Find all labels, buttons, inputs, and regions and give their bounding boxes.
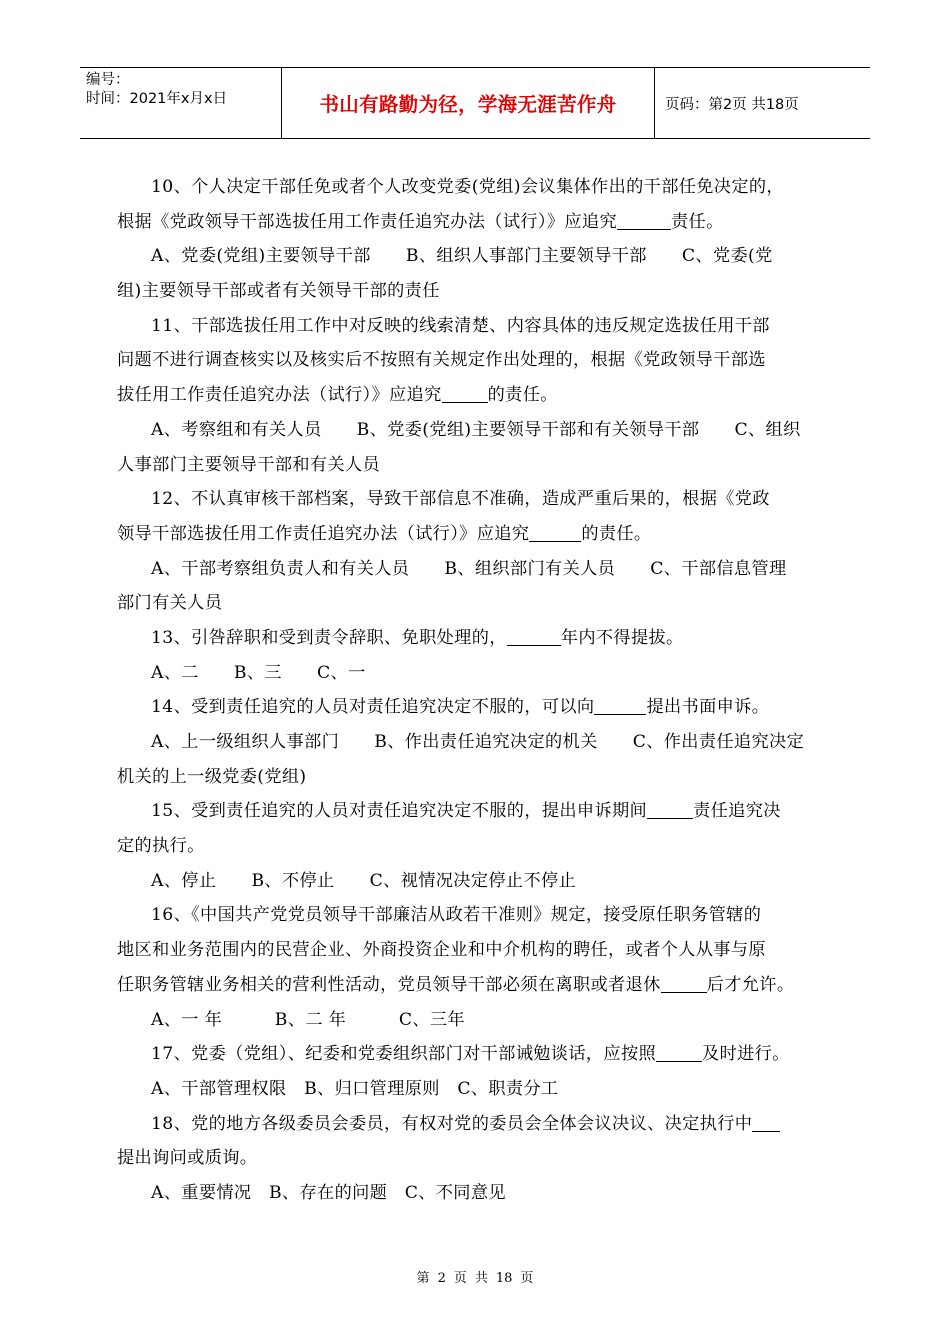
- line-text: 组)主要领导干部或者有关领导干部的责任: [117, 281, 440, 302]
- line-text: 部门有关人员: [117, 593, 223, 614]
- time-label: 时间：2021年x月x日: [86, 91, 228, 107]
- text-line: [117, 933, 850, 968]
- line-text: 13、引咎辞职和受到责令辞职、免职处理的，: [151, 627, 507, 648]
- document-body: [117, 170, 850, 1211]
- text-line: [117, 205, 850, 240]
- line-text: 任职务管辖业务相关的营利性活动，党员领导干部必须在离职或者退休: [117, 974, 661, 995]
- line-text: 定的执行。: [117, 836, 205, 857]
- fill-in-blank: [529, 521, 581, 542]
- fill-in-blank: [507, 625, 561, 646]
- footer-word-ye: 页: [453, 1271, 467, 1286]
- line-text: A、干部考察组负责人和有关人员 B、组织部门有关人员 C、干部信息管理: [151, 558, 787, 579]
- page-footer: [0, 1267, 950, 1286]
- text-line: [117, 794, 850, 829]
- line-text: 18、党的地方各级委员会委员，有权对党的委员会全体会议决议、决定执行中: [151, 1113, 753, 1134]
- line-text: 提出询问或质询。: [117, 1148, 258, 1169]
- line-text: 的责任。: [581, 523, 652, 544]
- line-text: A、重要情况 B、存在的问题 C、不同意见: [151, 1182, 506, 1203]
- text-line: [117, 1003, 850, 1038]
- line-text: 人事部门主要领导干部和有关人员: [117, 454, 381, 475]
- text-line: [117, 968, 850, 1003]
- text-line: [117, 343, 850, 378]
- page-info: 页码：第2页 共18页: [665, 96, 799, 113]
- line-text: 年内不得提拔。: [560, 627, 684, 648]
- header-meta: [80, 68, 282, 138]
- fill-in-blank: [617, 209, 671, 230]
- footer-word-gong: 共: [474, 1271, 488, 1286]
- footer-page-number: 2: [437, 1271, 446, 1286]
- footer-word-di: 第: [416, 1271, 430, 1286]
- text-line: [117, 274, 850, 309]
- text-line: [117, 1072, 850, 1107]
- line-text: 17、党委（党组）、纪委和党委组织部门对干部诫勉谈话，应按照: [151, 1044, 657, 1065]
- line-text: 提出书面申诉。: [646, 697, 770, 718]
- line-text: A、干部管理权限 B、归口管理原则 C、职责分工: [151, 1078, 559, 1099]
- line-text: 后才允许。: [706, 974, 795, 995]
- text-line: [117, 309, 850, 344]
- text-line: [117, 482, 850, 517]
- text-line: [117, 1037, 850, 1072]
- text-line: [117, 586, 850, 621]
- line-text: 及时进行。: [702, 1044, 790, 1065]
- line-text: 领导干部选拔任用工作责任追究办法（试行）》应追究: [117, 523, 530, 544]
- line-text: 问题不进行调查核实以及核实后不按照有关规定作出处理的，根据《党政领导干部选: [117, 350, 766, 371]
- line-text: A、上一级组织人事部门 B、作出责任追究决定的机关 C、作出责任追究决定: [151, 732, 805, 752]
- line-text: 14、受到责任追究的人员对责任追究决定不服的，可以向: [151, 697, 595, 718]
- line-text: 责任追究决: [693, 801, 781, 822]
- text-line: [117, 829, 850, 864]
- text-line: [117, 760, 850, 795]
- text-line: [117, 898, 850, 933]
- text-line: [117, 170, 850, 205]
- fill-in-blank: [647, 798, 693, 819]
- header-page-info-cell: [655, 68, 870, 138]
- text-line: [117, 1176, 850, 1211]
- text-line: [117, 552, 850, 587]
- motto: 书山有路勤为径，学海无涯苦作舟: [319, 93, 617, 116]
- line-text: 的责任。: [487, 385, 558, 406]
- text-line: [117, 690, 850, 725]
- text-line: [117, 1107, 850, 1142]
- text-line: [117, 413, 850, 448]
- line-text: 根据《党政领导干部选拔任用工作责任追究办法（试行）》应追究: [117, 211, 617, 232]
- fill-in-blank: [661, 972, 707, 993]
- fill-in-blank: [656, 1041, 702, 1062]
- text-line: [117, 448, 850, 483]
- footer-word-ye-2: 页: [520, 1271, 534, 1286]
- text-line: [117, 621, 850, 656]
- line-text: A、一 年 B、二 年 C、三年: [151, 1009, 465, 1030]
- text-line: [117, 1141, 850, 1176]
- line-text: A、二 B、三 C、一: [151, 662, 366, 683]
- fill-in-blank: [752, 1111, 780, 1132]
- text-line: [117, 864, 850, 899]
- text-line: [117, 239, 850, 274]
- line-text: 机关的上一级党委(党组): [117, 766, 307, 787]
- text-line: [117, 725, 850, 760]
- line-text: 拔任用工作责任追究办法（试行）》应追究: [117, 385, 442, 406]
- line-text: 责任。: [671, 211, 724, 232]
- header-motto-cell: [282, 68, 655, 138]
- fill-in-blank: [594, 694, 646, 715]
- line-text: 地区和业务范围内的民营企业、外商投资企业和中介机构的聘任，或者个人从事与原: [117, 940, 766, 961]
- text-line: [117, 517, 850, 552]
- line-text: A、考察组和有关人员 B、党委(党组)主要领导干部和有关领导干部 C、组织: [151, 419, 801, 440]
- text-line: [117, 656, 850, 691]
- line-text: 12、不认真审核干部档案，导致干部信息不准确，造成严重后果的，根据《党政: [151, 489, 770, 510]
- fill-in-blank: [442, 382, 488, 403]
- line-text: A、党委(党组)主要领导干部 B、组织人事部门主要领导干部 C、党委(党: [151, 246, 773, 267]
- line-text: 10、个人决定干部任免或者个人改变党委(党组)会议集体作出的干部任免决定的，: [151, 177, 784, 197]
- text-line: [117, 378, 850, 413]
- line-text: A、停止 B、不停止 C、视情况决定停止不停止: [151, 870, 577, 891]
- page-header: [80, 67, 870, 139]
- serial-label: 编号：: [86, 72, 130, 88]
- line-text: 11、干部选拔任用工作中对反映的线索清楚、内容具体的违反规定选拔任用干部: [151, 315, 770, 336]
- line-text: 16、《中国共产党党员领导干部廉洁从政若干准则》规定，接受原任职务管辖的: [151, 905, 762, 926]
- footer-total-pages: 18: [495, 1271, 513, 1286]
- line-text: 15、受到责任追究的人员对责任追究决定不服的，提出申诉期间: [151, 801, 648, 822]
